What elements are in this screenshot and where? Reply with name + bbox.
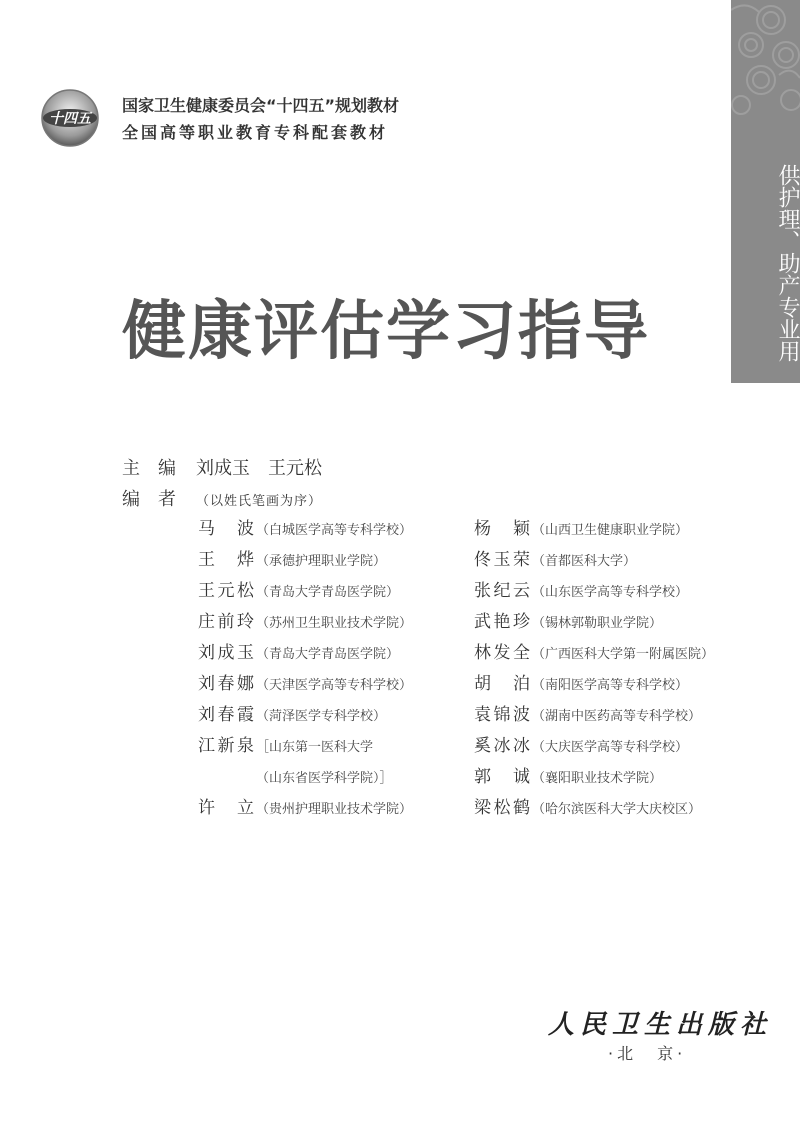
author-entry [474, 699, 714, 730]
author-entry [198, 668, 412, 699]
author-entry [198, 699, 412, 730]
author-affiliation: ［山东第一医科大学 [256, 740, 374, 755]
author-name: 庄前玲 [198, 612, 254, 632]
publisher-name: 人民卫生出版社 [548, 1010, 773, 1040]
author-affiliation: （青岛大学青岛医学院） [256, 647, 400, 662]
author-affiliation: （菏泽医学专科学校） [256, 709, 387, 724]
author-affiliation: （襄阳职业技术学院） [532, 771, 663, 786]
author-affiliation: （哈尔滨医科大学大庆校区） [532, 802, 702, 817]
author-name: 奚冰冰 [474, 736, 530, 756]
author-entry [198, 575, 412, 606]
authors-left-column [198, 513, 412, 823]
author-name: 郭 诚 [474, 767, 530, 787]
author-affiliation: （苏州卫生职业技术学院） [256, 616, 413, 631]
author-entry [474, 761, 714, 792]
author-entry [474, 575, 714, 606]
book-title: 健康评估学习指导 [122, 295, 650, 369]
author-affiliation: （山东医学高等专科学校） [532, 585, 689, 600]
author-entry [198, 544, 412, 575]
author-affiliation: （青岛大学青岛医学院） [256, 585, 400, 600]
author-affiliation: （湖南中医药高等专科学校） [532, 709, 702, 724]
author-entry-continuation [198, 761, 412, 792]
series-logo-icon [40, 88, 100, 148]
author-affiliation: （大庆医学高等专科学校） [532, 740, 689, 755]
series-line-1: 国家卫生健康委员会“十四五”规划教材 [122, 96, 400, 115]
author-name: 杨 颖 [474, 519, 530, 539]
author-affiliation: （天津医学高等专科学校） [256, 678, 413, 693]
editors-order-note: （以姓氏笔画为序） [196, 494, 323, 509]
target-audience-label: 供护理、助产专业用 [775, 164, 800, 362]
author-entry [474, 606, 714, 637]
author-affiliation: （承德护理职业学院） [256, 554, 387, 569]
author-name: 林发全 [474, 643, 530, 663]
author-entry [198, 606, 412, 637]
author-name: 刘春娜 [198, 674, 254, 694]
chief-editor-row [122, 454, 322, 480]
author-entry [474, 792, 714, 823]
author-name: 马 波 [198, 519, 254, 539]
author-name: 胡 泊 [474, 674, 530, 694]
author-name: 刘成玉 [198, 643, 254, 663]
author-name: 梁松鹤 [474, 798, 530, 818]
author-entry [474, 730, 714, 761]
author-affiliation: （广西医科大学第一附属医院） [532, 647, 715, 662]
author-entry [198, 730, 412, 761]
author-affiliation: （首都医科大学） [532, 554, 637, 569]
author-name: 江新泉 [198, 736, 254, 756]
author-name: 王 烨 [198, 550, 254, 570]
side-tab [731, 0, 800, 383]
author-affiliation: （贵州护理职业技术学院） [256, 802, 413, 817]
cloud-pattern-icon [731, 0, 800, 130]
author-name: 许 立 [198, 798, 254, 818]
publisher-city: ·北 京· [608, 1044, 687, 1063]
author-name: 武艳珍 [474, 612, 530, 632]
author-entry [474, 544, 714, 575]
author-affiliation: （南阳医学高等专科学校） [532, 678, 689, 693]
author-name: 袁锦波 [474, 705, 530, 725]
author-name: 张纪云 [474, 581, 530, 601]
author-entry [474, 668, 714, 699]
authors-right-column [474, 513, 714, 823]
author-affiliation: （山东省医学科学院）］ [256, 771, 393, 786]
author-entry [474, 513, 714, 544]
author-affiliation: （锡林郭勒职业学院） [532, 616, 663, 631]
author-name: 刘春霞 [198, 705, 254, 725]
author-entry [198, 513, 412, 544]
author-entry [198, 637, 412, 668]
logo-text: 十四五 [49, 111, 91, 127]
chief-editor-label: 主编 [122, 458, 194, 479]
editors-row [122, 485, 322, 511]
author-entry [198, 792, 412, 823]
series-line-2: 全国高等职业教育专科配套教材 [122, 123, 389, 142]
author-name: 王元松 [198, 581, 254, 601]
author-affiliation: （山西卫生健康职业学院） [532, 523, 689, 538]
chief-editor-names: 刘成玉 王元松 [196, 458, 322, 479]
editors-label: 编者 [122, 489, 194, 510]
author-affiliation: （白城医学高等专科学校） [256, 523, 413, 538]
logo [40, 88, 100, 148]
author-name: 佟玉荣 [474, 550, 530, 570]
author-entry [474, 637, 714, 668]
